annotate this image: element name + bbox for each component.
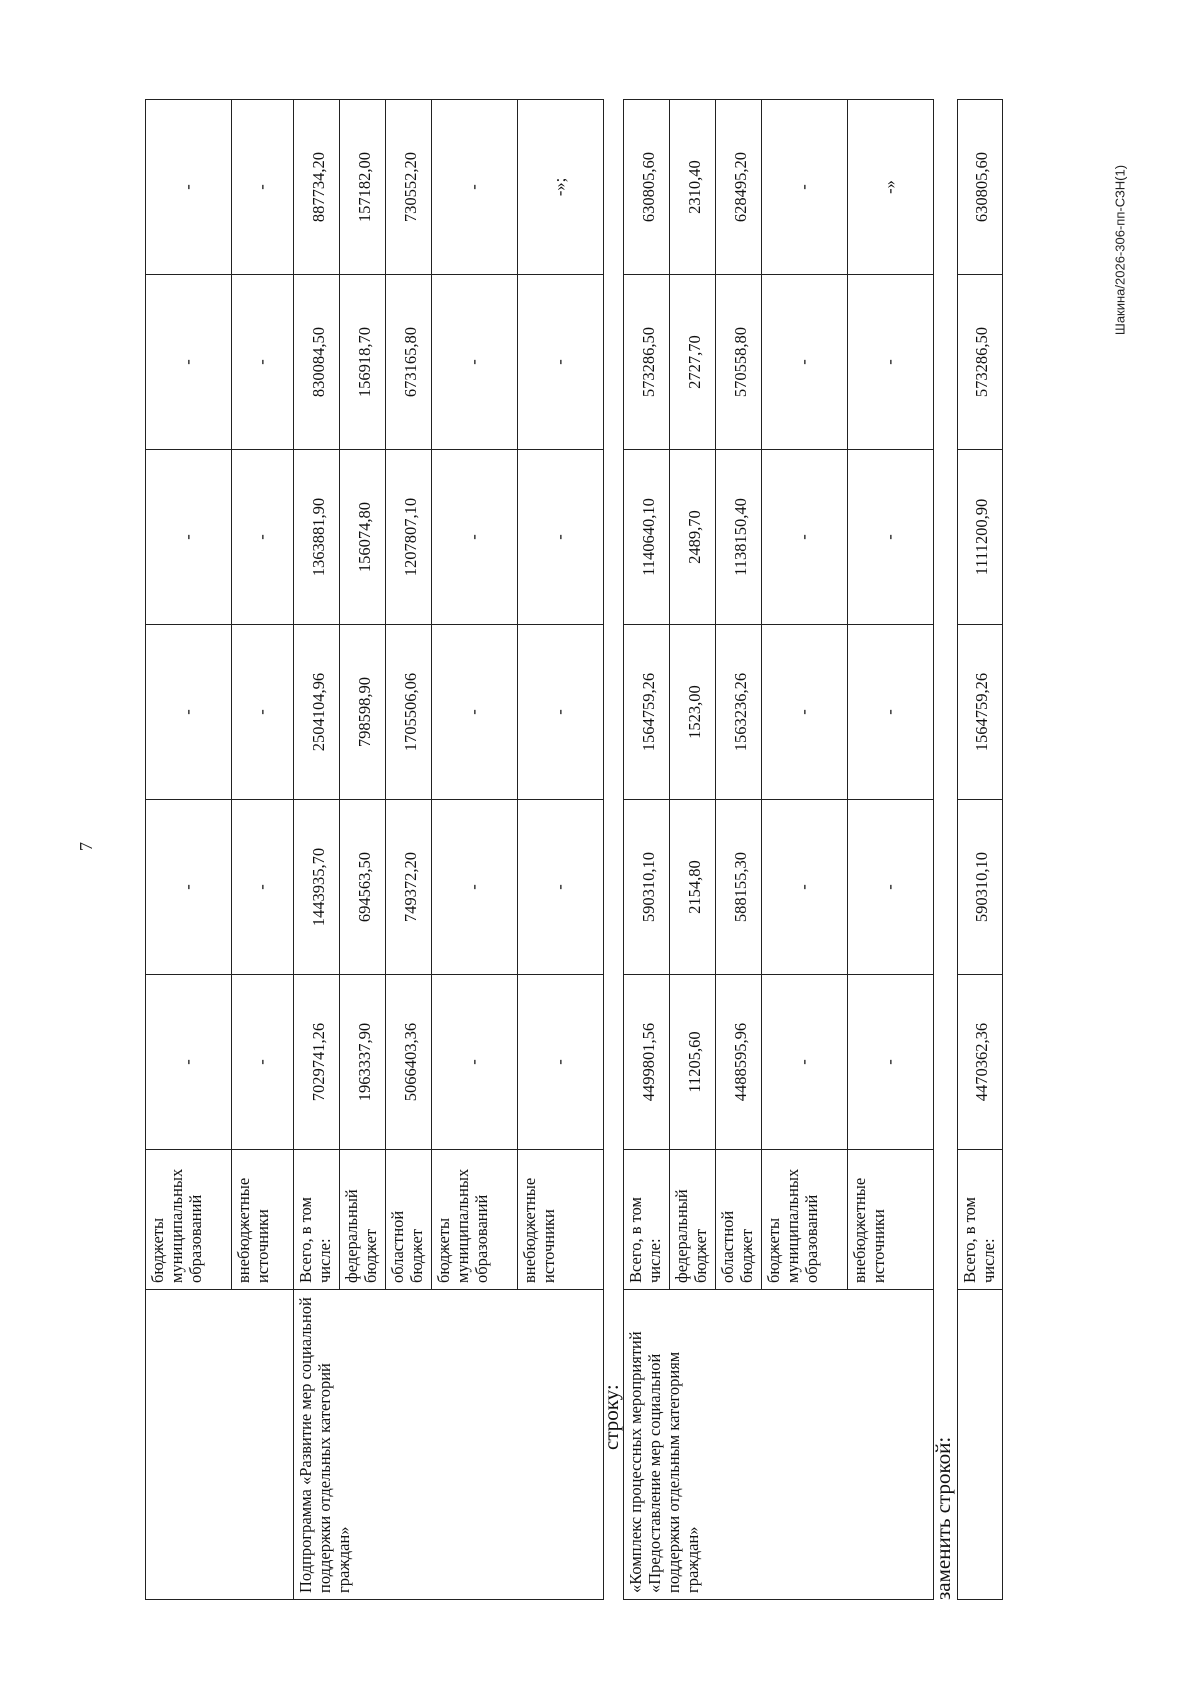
amount-cell: - (762, 450, 848, 625)
amount-cell: - (232, 100, 294, 275)
amount-cell: 2504104,96 (294, 625, 340, 800)
amount-cell: - (848, 275, 934, 450)
amount-cell: 573286,50 (624, 275, 670, 450)
funding-source: Всего, в том числе: (958, 1150, 1003, 1290)
amount-cell: 749372,20 (386, 800, 432, 975)
amount-cell: 694563,50 (340, 800, 386, 975)
amount-cell: - (146, 450, 232, 625)
amount-cell: - (848, 975, 934, 1150)
amount-cell: - (762, 100, 848, 275)
amount-cell: 798598,90 (340, 625, 386, 800)
amount-cell: - (762, 625, 848, 800)
table-row (958, 100, 1003, 1600)
amount-cell: - (432, 800, 518, 975)
row-group-name (146, 1290, 294, 1600)
amount-cell: 1963337,90 (340, 975, 386, 1150)
amount-cell: 630805,60 (958, 100, 1003, 275)
amount-cell: 7029741,26 (294, 975, 340, 1150)
row-group-name-empty (958, 1290, 1003, 1600)
amount-cell: - (146, 275, 232, 450)
amount-cell: 1140640,10 (624, 450, 670, 625)
amount-cell: 11205,60 (670, 975, 716, 1150)
funding-source: областной бюджет (386, 1150, 432, 1290)
amount-cell: 590310,10 (958, 800, 1003, 975)
amount-cell: - (518, 800, 604, 975)
amount-cell: - (432, 625, 518, 800)
amount-cell: 1111200,90 (958, 450, 1003, 625)
label-replace-with-line: заменить строкой: (931, 1436, 955, 1600)
amount-cell: 830084,50 (294, 275, 340, 450)
amount-cell: - (146, 975, 232, 1150)
amount-cell: 1523,00 (670, 625, 716, 800)
amount-cell: 1138150,40 (716, 450, 762, 625)
table-row (294, 100, 340, 1600)
amount-cell: -» (848, 100, 934, 275)
amount-cell: 157182,00 (340, 100, 386, 275)
amount-cell: - (432, 975, 518, 1150)
document-code: Шакина/2026-306-пп-СЗН(1) (1112, 164, 1128, 336)
amount-cell: 5066403,36 (386, 975, 432, 1150)
amount-cell: - (146, 625, 232, 800)
amount-cell: 2310,40 (670, 100, 716, 275)
funding-source: бюджеты муниципальных образований (146, 1150, 232, 1290)
funding-source: внебюджетные источники (518, 1150, 604, 1290)
budget-table-complex-old (623, 99, 934, 1600)
amount-cell: - (848, 625, 934, 800)
table-row (624, 100, 670, 1600)
amount-cell: 573286,50 (958, 275, 1003, 450)
amount-cell: - (232, 800, 294, 975)
amount-cell: 156918,70 (340, 275, 386, 450)
funding-source: бюджеты муниципальных образований (432, 1150, 518, 1290)
row-group-name: «Комплекс процессных мероприятий «Предоставление мер социальной поддержки отдельным категориям граждан» (624, 1290, 934, 1600)
amount-cell: - (232, 450, 294, 625)
amount-cell: 673165,80 (386, 275, 432, 450)
amount-cell: - (762, 800, 848, 975)
amount-cell: 2489,70 (670, 450, 716, 625)
amount-cell: - (432, 100, 518, 275)
amount-cell: 1207807,10 (386, 450, 432, 625)
amount-cell: 2154,80 (670, 800, 716, 975)
funding-source: внебюджетные источники (848, 1150, 934, 1290)
amount-cell: 156074,80 (340, 450, 386, 625)
amount-cell: - (762, 975, 848, 1150)
amount-cell: - (232, 275, 294, 450)
label-line-stroku: строку: (599, 1384, 623, 1450)
funding-source: федеральный бюджет (340, 1150, 386, 1290)
funding-source: областной бюджет (716, 1150, 762, 1290)
amount-cell: 1705506,06 (386, 625, 432, 800)
amount-cell: 1443935,70 (294, 800, 340, 975)
amount-cell: 1564759,26 (958, 625, 1003, 800)
amount-cell: - (232, 625, 294, 800)
funding-source: Всего, в том числе: (624, 1150, 670, 1290)
amount-cell: 630805,60 (624, 100, 670, 275)
amount-cell: 730552,20 (386, 100, 432, 275)
amount-cell: 2727,70 (670, 275, 716, 450)
amount-cell: - (518, 275, 604, 450)
budget-table-subprogram (145, 99, 604, 1600)
budget-table-complex-new (957, 99, 1003, 1600)
amount-cell: - (146, 800, 232, 975)
amount-cell: -»; (518, 100, 604, 275)
rotated-page-content (145, 100, 998, 1600)
funding-source: бюджеты муниципальных образований (762, 1150, 848, 1290)
funding-source: внебюджетные источники (232, 1150, 294, 1290)
amount-cell: 4499801,56 (624, 975, 670, 1150)
funding-source: Всего, в том числе: (294, 1150, 340, 1290)
amount-cell: 1363881,90 (294, 450, 340, 625)
row-group-name: Подпрограмма «Развитие мер социальной поддержки отдельных категорий граждан» (294, 1290, 604, 1600)
amount-cell: - (762, 275, 848, 450)
amount-cell: - (432, 450, 518, 625)
amount-cell: 570558,80 (716, 275, 762, 450)
amount-cell: - (518, 625, 604, 800)
amount-cell: 588155,30 (716, 800, 762, 975)
amount-cell: - (848, 800, 934, 975)
page-number: 7 (76, 842, 96, 851)
amount-cell: - (232, 975, 294, 1150)
amount-cell: 590310,10 (624, 800, 670, 975)
amount-cell: 628495,20 (716, 100, 762, 275)
table-row (146, 100, 232, 1600)
amount-cell: - (432, 275, 518, 450)
funding-source: федеральный бюджет (670, 1150, 716, 1290)
amount-cell: - (518, 975, 604, 1150)
amount-cell: 4488595,96 (716, 975, 762, 1150)
amount-cell: - (518, 450, 604, 625)
amount-cell: 1563236,26 (716, 625, 762, 800)
amount-cell: - (848, 450, 934, 625)
amount-cell: - (146, 100, 232, 275)
amount-cell: 1564759,26 (624, 625, 670, 800)
amount-cell: 887734,20 (294, 100, 340, 275)
amount-cell: 4470362,36 (958, 975, 1003, 1150)
